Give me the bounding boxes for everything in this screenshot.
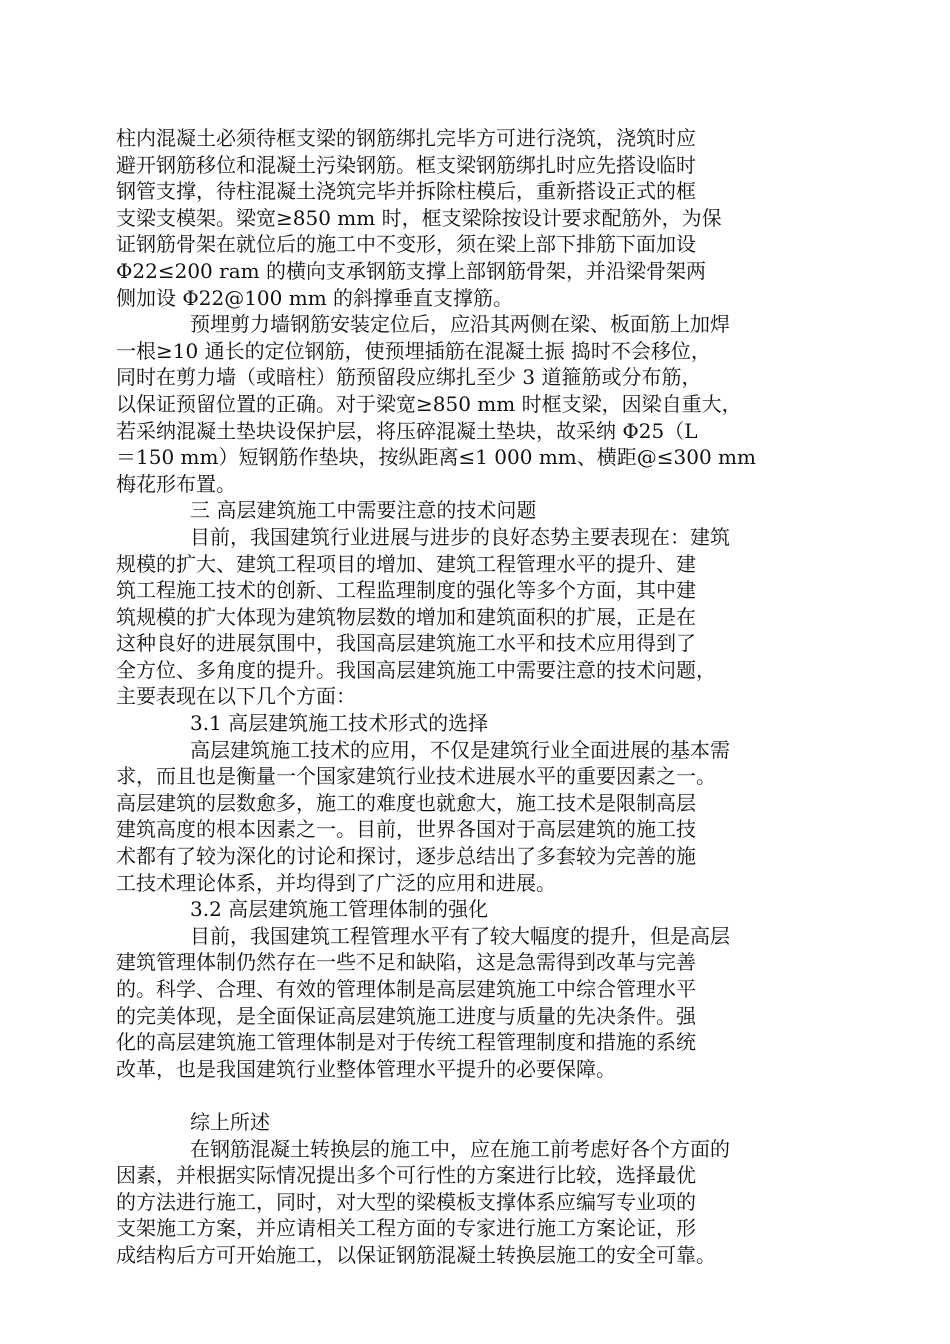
- text-line: 因素，并根据实际情况提出多个可行性的方案进行比较，选择最优: [116, 1163, 696, 1188]
- text-line: 规模的扩大、建筑工程项目的增加、建筑工程管理水平的提升、建: [116, 551, 696, 576]
- text-line: 证钢筋骨架在就位后的施工中不变形，须在梁上部下排筋下面加设: [116, 232, 696, 257]
- text-line: 化的高层建筑施工管理体制是对于传统工程管理制度和措施的系统: [116, 1030, 696, 1055]
- document-body: [116, 125, 824, 1269]
- text-line: 建筑管理体制仍然存在一些不足和缺陷，这是急需得到改革与完善: [116, 950, 696, 975]
- text-line: 成结构后方可开始施工，以保证钢筋混凝土转换层施工的安全可靠。: [116, 1242, 716, 1267]
- text-line: 以保证预留位置的正确。对于梁宽≥850 mm 时框支梁，因梁自重大，: [116, 391, 742, 416]
- text-line: 筑工程施工技术的创新、工程监理制度的强化等多个方面，其中建: [116, 578, 696, 603]
- text-line: 术都有了较为深化的讨论和探讨，逐步总结出了多套较为完善的施: [116, 844, 696, 869]
- text-line: 改革，也是我国建筑行业整体管理水平提升的必要保障。: [116, 1056, 616, 1081]
- text-line: 支架施工方案，并应请相关工程方面的专家进行施工方案论证，形: [116, 1216, 696, 1241]
- text-line: 避开钢筋移位和混凝土污染钢筋。框支梁钢筋绑扎时应先搭设临时: [116, 152, 696, 177]
- text-line: 的。科学、合理、有效的管理体制是高层建筑施工中综合管理水平: [116, 977, 696, 1001]
- text-line: 主要表现在以下几个方面：: [116, 684, 356, 709]
- text-line: 若采纳混凝土垫块设保护层，将压碎混凝土垫块，故采纳 Φ25（L: [116, 418, 698, 443]
- text-line: 建筑高度的根本因素之一。目前，世界各国对于高层建筑的施工技: [116, 817, 696, 842]
- text-line: 支梁支模架。梁宽≥850 mm 时，框支梁除按设计要求配筋外，为保: [116, 205, 722, 230]
- text-line: 侧加设 Φ22@100 mm 的斜撑垂直支撑筋。: [116, 285, 514, 310]
- text-line: 目前，我国建筑行业进展与进步的良好态势主要表现在：建筑: [190, 524, 730, 549]
- text-line: 钢管支撑，待柱混凝土浇筑完毕并拆除柱模后，重新搭设正式的框: [116, 179, 696, 204]
- blank-line: [116, 1082, 824, 1109]
- text-line: 高层建筑的层数愈多，施工的难度也就愈大，施工技术是限制高层: [116, 790, 696, 815]
- text-line: 综上所述: [190, 1109, 270, 1134]
- text-line: 一根≥10 通长的定位钢筋，使预埋插筋在混凝土振 捣时不会移位，: [116, 338, 711, 363]
- text-line: 目前，我国建筑工程管理水平有了较大幅度的提升，但是高层: [190, 923, 730, 948]
- text-line: 筑规模的扩大体现为建筑物层数的增加和建筑面积的扩展，正是在: [116, 604, 696, 629]
- text-line: 的完美体现，是全面保证高层建筑施工进度与质量的先决条件。强: [116, 1003, 696, 1028]
- text-line: 预埋剪力墙钢筋安装定位后，应沿其两侧在梁、板面筋上加焊: [190, 312, 730, 337]
- text-line: 梅花形布置。: [116, 471, 236, 496]
- text-line: 在钢筋混凝土转换层的施工中，应在施工前考虑好各个方面的: [190, 1136, 730, 1161]
- text-line: 同时在剪力墙（或暗柱）筋预留段应绑扎至少 3 道箍筋或分布筋，: [116, 365, 702, 390]
- text-line: 求，而且也是衡量一个国家建筑行业技术进展水平的重要因素之一。: [116, 764, 716, 789]
- text-line: 柱内混凝土必须待框支梁的钢筋绑扎完毕方可进行浇筑，浇筑时应: [116, 126, 696, 150]
- text-line: ＝150 mm）短钢筋作垫块，按纵距离≤1 000 mm、横距@≤300 mm: [116, 445, 756, 470]
- text-line: 全方位、多角度的提升。我国高层建筑施工中需要注意的技术问题，: [116, 657, 716, 682]
- text-line: 高层建筑施工技术的应用，不仅是建筑行业全面进展的基本需: [190, 737, 730, 762]
- text-line: 工技术理论体系，并均得到了广泛的应用和进展。: [116, 870, 556, 895]
- text-line: 3.2 高层建筑施工管理体制的强化: [190, 897, 489, 922]
- text-line: 这种良好的进展氛围中，我国高层建筑施工水平和技术应用得到了: [116, 631, 696, 656]
- text-line: 3.1 高层建筑施工技术形式的选择: [190, 711, 489, 736]
- text-line: 的方法进行施工，同时，对大型的梁模板支撑体系应编写专业项的: [116, 1189, 696, 1214]
- text-line: 三 高层建筑施工中需要注意的技术问题: [190, 498, 537, 523]
- text-line: Φ22≤200 ram 的横向支承钢筋支撑上部钢筋骨架，并沿梁骨架两: [116, 258, 706, 283]
